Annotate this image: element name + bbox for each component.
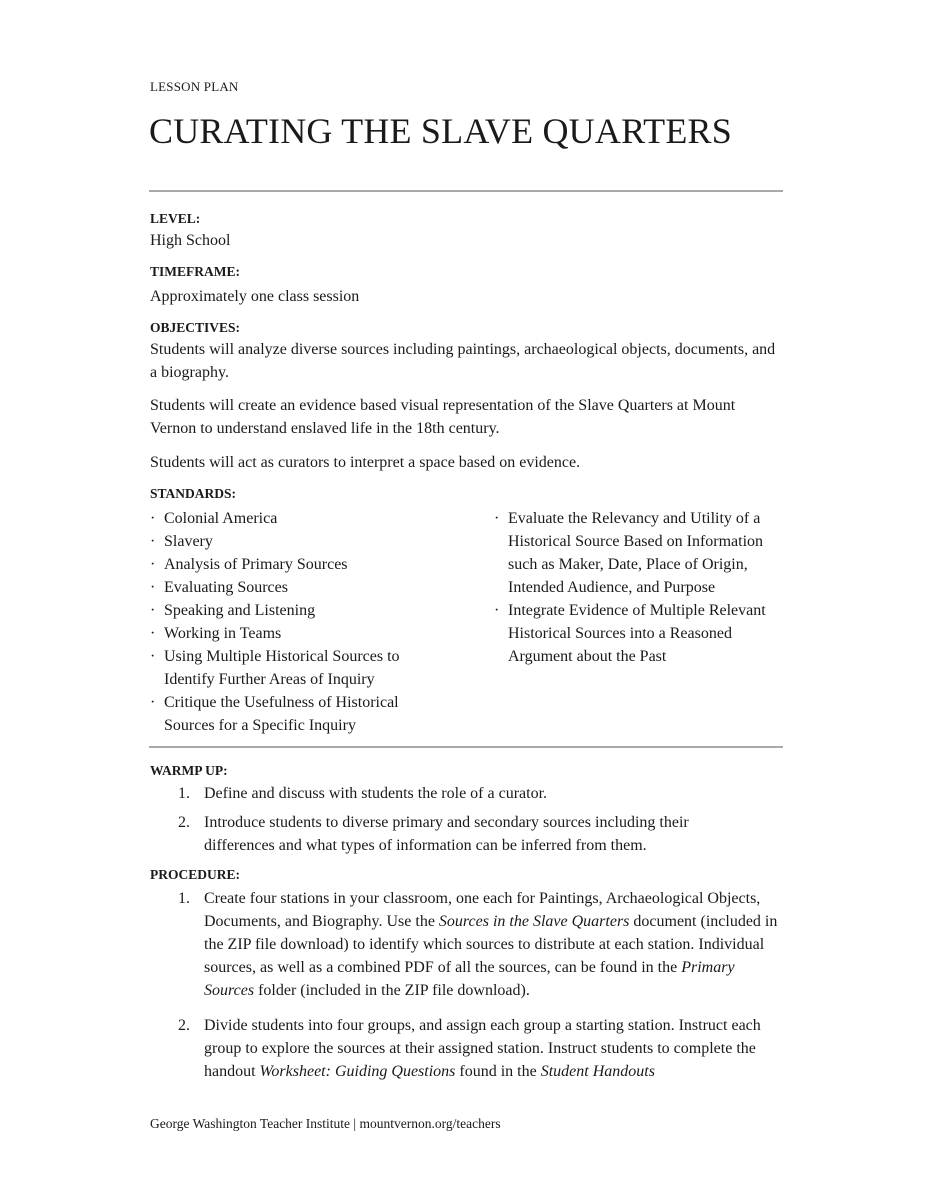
standard-item: · Slavery: [150, 530, 450, 553]
standards-list-right: [494, 507, 794, 668]
bullet-dot: ·: [150, 510, 156, 527]
procedure-item: 2. Divide students into four groups, and assign each group a starting station. Instruct each group to explore the sources at their assigned station. Instruct students to complete the handout Worksheet: Guiding Questions found in the Student Handouts: [178, 1017, 761, 1080]
standards-label: STANDARDS:: [150, 486, 237, 501]
bullet-dot: ·: [494, 602, 500, 619]
objective-paragraph: Students will analyze diverse sources including paintings, archaeological objects, documents, and a biography.: [150, 341, 776, 381]
warmup-item: 1. Define and discuss with students the role of a curator.: [178, 785, 548, 802]
bullet-dot: ·: [150, 602, 156, 619]
procedure-item: 1. Create four stations in your classroom, one each for Paintings, Archaeological Objects, Documents, and Biography. Use the Sources in the Slave Quarters document (included in the ZIP file download) to identify which sources to distribute at each station. Individual sources, as well as a combined PDF of all the sources, can be found in the Primary Sources folder (included in the ZIP file download).: [178, 890, 778, 999]
procedure-list: [178, 887, 788, 1083]
folder-name-ref: Student Handouts: [540, 1063, 655, 1080]
standard-item: · Working in Teams: [150, 622, 450, 645]
standards-list-left: [150, 507, 450, 737]
standard-item: · Analysis of Primary Sources: [150, 553, 450, 576]
timeframe-label: TIMEFRAME:: [150, 264, 240, 279]
standard-item: · Speaking and Listening: [150, 599, 450, 622]
standard-item: · Evaluating Sources: [150, 576, 450, 599]
bullet-dot: ·: [150, 694, 156, 711]
bullet-dot: ·: [150, 648, 156, 665]
standard-item: · Evaluate the Relevancy and Utility of a Historical Source Based on Information such as Maker, Date, Place of Origin, Intended Audience, and Purpose: [494, 507, 793, 599]
top-divider: [149, 190, 783, 192]
objective-paragraph: Students will act as curators to interpret a space based on evidence.: [150, 454, 581, 471]
standard-item: · Integrate Evidence of Multiple Relevant Historical Sources into a Reasoned Argument about the Past: [494, 599, 798, 668]
bullet-dot: ·: [150, 533, 156, 550]
timeframe-value: Approximately one class session: [150, 288, 360, 305]
worksheet-title-ref: Worksheet: Guiding Questions: [259, 1063, 456, 1080]
folder-name-ref: Primary Sources: [204, 959, 735, 999]
procedure-label: PROCEDURE:: [150, 867, 240, 882]
page-footer: George Washington Teacher Institute | mountvernon.org/teachers: [150, 1116, 501, 1131]
objectives-label: OBJECTIVES:: [150, 320, 241, 335]
mid-divider: [149, 746, 783, 748]
bullet-dot: ·: [494, 510, 500, 527]
page-title: CURATING THE SLAVE QUARTERS: [149, 111, 732, 151]
warmup-list: [178, 782, 738, 857]
document-title-ref: Sources in the Slave Quarters: [438, 913, 630, 930]
level-value: High School: [150, 232, 231, 249]
bullet-dot: ·: [150, 556, 156, 573]
bullet-dot: ·: [150, 625, 156, 642]
bullet-dot: ·: [150, 579, 156, 596]
standard-item: · Colonial America: [150, 507, 450, 530]
document-kicker: LESSON PLAN: [150, 79, 239, 94]
standard-item: · Critique the Usefulness of Historical Sources for a Specific Inquiry: [150, 691, 414, 737]
warmup-label: WARMP UP:: [150, 763, 228, 778]
objective-paragraph: Students will create an evidence based visual representation of the Slave Quarters at Mount Vernon to understand enslaved life in the 18th century.: [150, 397, 736, 437]
level-label: LEVEL:: [150, 211, 201, 226]
warmup-item: 2. Introduce students to diverse primary and secondary sources including their differences and what types of information can be inferred from them.: [178, 814, 689, 854]
standard-item: · Using Multiple Historical Sources to Identify Further Areas of Inquiry: [150, 645, 414, 691]
